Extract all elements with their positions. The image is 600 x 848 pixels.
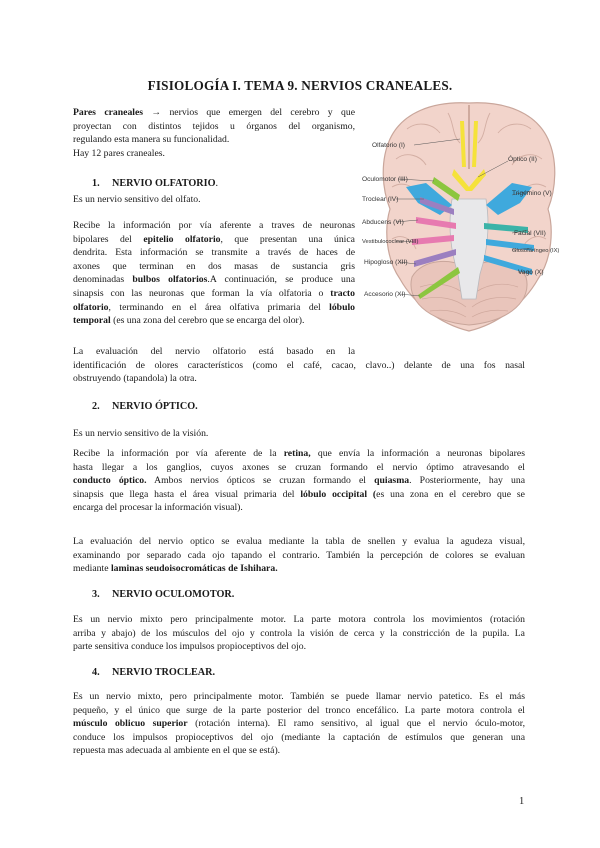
intro-paragraph — [73, 106, 355, 160]
section-1-paragraph-1 — [73, 219, 355, 328]
label-vestibulococlear: Vestibulococlear (VIII) — [362, 239, 419, 245]
section-1-subtitle: Es un nervio sensitivo del olfato. — [73, 194, 201, 205]
label-accesorio: Accesorio (XI) — [364, 291, 406, 298]
intro-text: nervios que emergen del cerebro y que — [161, 107, 355, 118]
text-line — [73, 273, 355, 287]
bold-term: lóbulo — [329, 301, 355, 313]
text-span: . Posteriormente, hay una — [409, 475, 526, 487]
intro-line-1 — [73, 106, 355, 120]
text-line: Recibe la información por vía aferente a traves de neuronas — [73, 220, 355, 231]
section-number: 3. — [92, 589, 100, 600]
text-line: encarga del procesar la información visual). — [73, 502, 243, 514]
label-abducens: Abducens (VI) — [362, 219, 404, 226]
label-facial: Facial (VII) — [514, 230, 546, 237]
text-span: sinapsis que llega hasta el área visual primaria del — [73, 488, 301, 500]
text-span: Ambos nervios ópticos se cruzan formando el — [146, 475, 375, 487]
text-line: dendrita. Esta información se transmite a través de haces de — [73, 247, 355, 259]
text-span: , que presentan una única — [220, 233, 355, 245]
label-olfatorio: Olfatorio (I) — [372, 142, 405, 149]
section-1-paragraph-2 — [73, 345, 525, 386]
text-span: , terminando en el área olfativa primaria del — [108, 301, 330, 313]
text-line — [73, 301, 355, 315]
text-line: conduce los impulsos propioceptivos del ojo (mediante la captación de estímulos que generan una — [73, 731, 525, 743]
cranial-nerves-figure — [362, 99, 576, 349]
text-line — [73, 314, 355, 328]
label-vago: Vago (X) — [518, 269, 544, 276]
section-number: 1. — [92, 178, 100, 189]
section-2-subtitle: Es un nervio sensitivo de la visión. — [73, 428, 209, 439]
section-title: NERVIO TROCLEAR. — [112, 667, 216, 678]
intro-line-2: proyectan con distintos tejidos u órganos del organismo, — [73, 120, 355, 132]
text-line — [73, 488, 525, 502]
text-span: bipolares del — [73, 233, 144, 245]
bold-term: músculo oblicuo superior — [73, 718, 188, 730]
section-1-heading — [92, 178, 218, 189]
text-line: Es un nervio mixto pero principalmente motor. La parte motora controla los movimientos (rotación — [73, 614, 525, 625]
text-line: axones que terminan en dos masas de sustancia gris — [73, 260, 355, 272]
text-line: pequeño, y el único que surge de la parte posterior del tronco encefálico. La parte motora controla el — [73, 704, 525, 716]
text-line: La evaluación del nervio optico se evalua mediante la tabla de snellen y evalua la agudeza visual, — [73, 536, 525, 547]
text-line: La evaluación del nervio olfatorio está basado en la — [73, 346, 355, 357]
text-line — [73, 447, 525, 461]
bold-term: retina, — [283, 448, 311, 459]
text-line: identificación de olores característicos (como el café, cacao, clavo..) delante de una fos nasal — [73, 359, 525, 371]
text-line — [73, 474, 525, 488]
text-line — [73, 287, 355, 301]
section-2-paragraph-2 — [73, 535, 525, 576]
text-span: es una zona en el cerebro que se — [376, 488, 525, 500]
text-span: sinapsis con las neuronas que forman la vía olfatoria o — [73, 287, 331, 299]
section-4-paragraph-1 — [73, 690, 525, 758]
section-number: 2. — [92, 401, 100, 412]
text-line — [73, 233, 355, 247]
section-2-paragraph-1 — [73, 447, 525, 515]
bold-term: tracto — [330, 287, 355, 299]
text-span: (es una zona del cerebro que se encarga del olor). — [110, 315, 305, 327]
text-line: parte sensitiva conduce los impulsos propioceptivos del ojo. — [73, 641, 306, 653]
section-2-heading — [92, 401, 198, 412]
text-line: repuesta mas adecuada al ambiente en el que se está). — [73, 745, 281, 757]
section-title: NERVIO OLFATORIO — [112, 178, 216, 189]
section-title: NERVIO ÓPTICO. — [112, 401, 198, 412]
bold-term: quiasma — [374, 475, 410, 487]
label-troclear: Troclear (IV) — [362, 196, 399, 203]
label-trigemino: Trigémino (V) — [512, 190, 552, 197]
section-3-heading — [92, 589, 234, 600]
text-span: .A continuación, se produce una — [207, 274, 355, 286]
text-span: Recibe la información por vía aferente de la — [73, 448, 284, 459]
label-glosofaringeo: Glosofaríngeo (IX) — [512, 248, 560, 254]
label-hipogloso: Hipogloso (XII) — [364, 259, 408, 266]
text-line: obstruyendo (tapandola) la otra. — [73, 373, 197, 385]
text-span: mediante — [73, 563, 111, 575]
text-line — [73, 562, 525, 576]
text-line: arriba y abajo) de los músculos del ojo y controla la visión de cerca y la constricción de la pupila. La — [73, 627, 525, 639]
bold-term: olfatorio — [73, 301, 109, 313]
label-optico: Óptico (II) — [508, 156, 537, 163]
bold-term: bulbos olfatorios — [132, 274, 208, 286]
term-pares-craneales: Pares craneales — [73, 107, 144, 118]
text-line: hasta llegar a los ganglios, cuyos axones se cruzan formando el nervio óptimo atravesando el — [73, 461, 525, 473]
text-line: examinando por separado cada ojo tapando el contrario. También la percepción de colores se evaluan — [73, 549, 525, 561]
text-line — [73, 717, 525, 731]
bold-term: lóbulo occipital ( — [300, 488, 377, 500]
bold-term: laminas seudoisocromáticas de Ishihara. — [110, 563, 278, 575]
section-number: 4. — [92, 667, 100, 678]
intro-line-3: regulando esta manera su funcionalidad. — [73, 134, 230, 146]
text-line: Es un nervio mixto, pero principalmente motor. También se puede llamar nervio patetico. Es el más — [73, 691, 525, 702]
section-title: NERVIO OCULOMOTOR. — [112, 589, 235, 600]
section-3-paragraph-1 — [73, 613, 525, 654]
label-oculomotor: Oculomotor (III) — [362, 176, 408, 183]
bold-term: temporal — [73, 315, 111, 327]
bold-term: epitelio olfatorio — [143, 233, 221, 245]
text-span: denominadas — [73, 274, 133, 286]
page-number: 1 — [519, 796, 525, 807]
page-title: FISIOLOGÍA I. TEMA 9. NERVIOS CRANEALES. — [147, 78, 453, 93]
section-4-heading — [92, 667, 215, 678]
intro-line-4: Hay 12 pares craneales. — [73, 147, 165, 159]
text-span: que envía la información a neuronas bipolares — [310, 448, 525, 459]
text-span: (rotación interna). El ramo sensitivo, al igual que el nervio óculo-motor, — [187, 718, 526, 730]
bold-term: conducto óptico. — [73, 475, 147, 487]
heading-dot: . — [215, 178, 219, 189]
arrow-symbol: → — [151, 107, 162, 118]
